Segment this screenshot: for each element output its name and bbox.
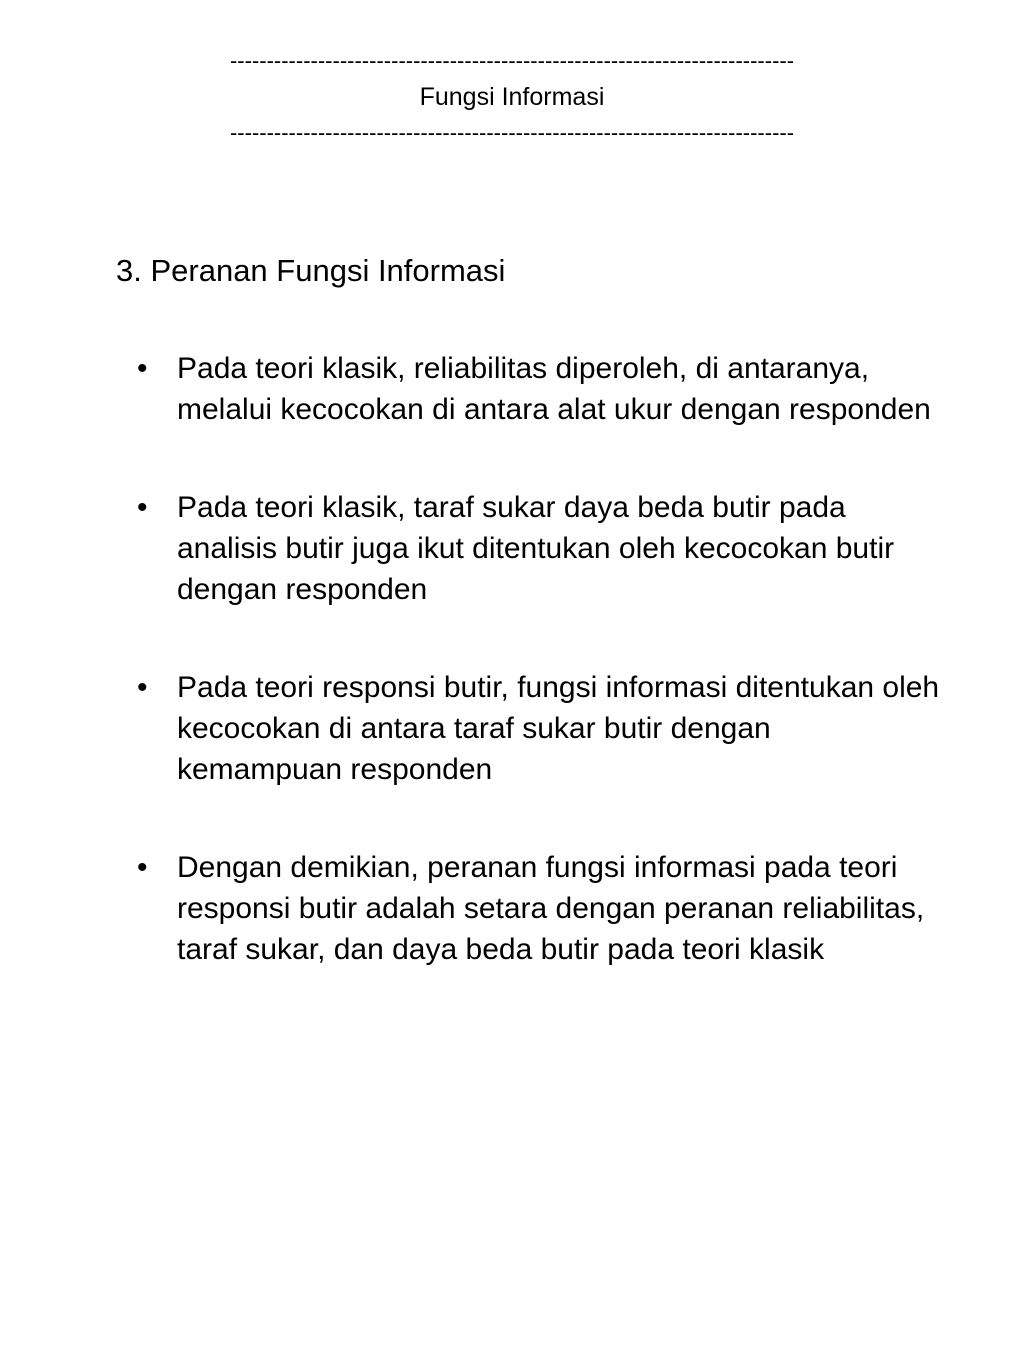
header-rule-bottom: ----------------------------------------------------------------------------- (229, 120, 795, 145)
bullet-item-1 (0, 348, 1024, 430)
bullet-item-3 (0, 667, 1024, 790)
page-header (0, 46, 1024, 148)
header-rule-top: ----------------------------------------------------------------------------- (229, 48, 795, 73)
bullet-text: Pada teori klasik, reliabilitas diperoleh, di antaranya, melalui kecocokan di antara alat ukur dengan responden (177, 352, 931, 426)
bullet-text: Pada teori responsi butir, fungsi informasi ditentukan oleh kecocokan di antara taraf sukar butir dengan kemampuan responden (177, 671, 940, 786)
bullet-text: Pada teori klasik, taraf sukar daya beda butir pada analisis butir juga ikut ditentukan oleh kecocokan butir dengan responden (177, 491, 895, 606)
bullet-item-2 (0, 487, 1024, 610)
bullet-icon: • (137, 851, 148, 884)
bullet-icon: • (137, 671, 148, 704)
bullet-item-4 (0, 847, 1024, 970)
bullet-icon: • (137, 352, 148, 385)
header-title: Fungsi Informasi (419, 83, 605, 111)
section-heading: 3. Peranan Fungsi Informasi (116, 253, 506, 288)
bullet-list (0, 348, 1024, 1027)
bullet-text: Dengan demikian, peranan fungsi informasi pada teori responsi butir adalah setara dengan peranan reliabilitas, taraf sukar, dan daya beda butir pada teori klasik (177, 851, 925, 966)
bullet-icon: • (137, 491, 148, 524)
